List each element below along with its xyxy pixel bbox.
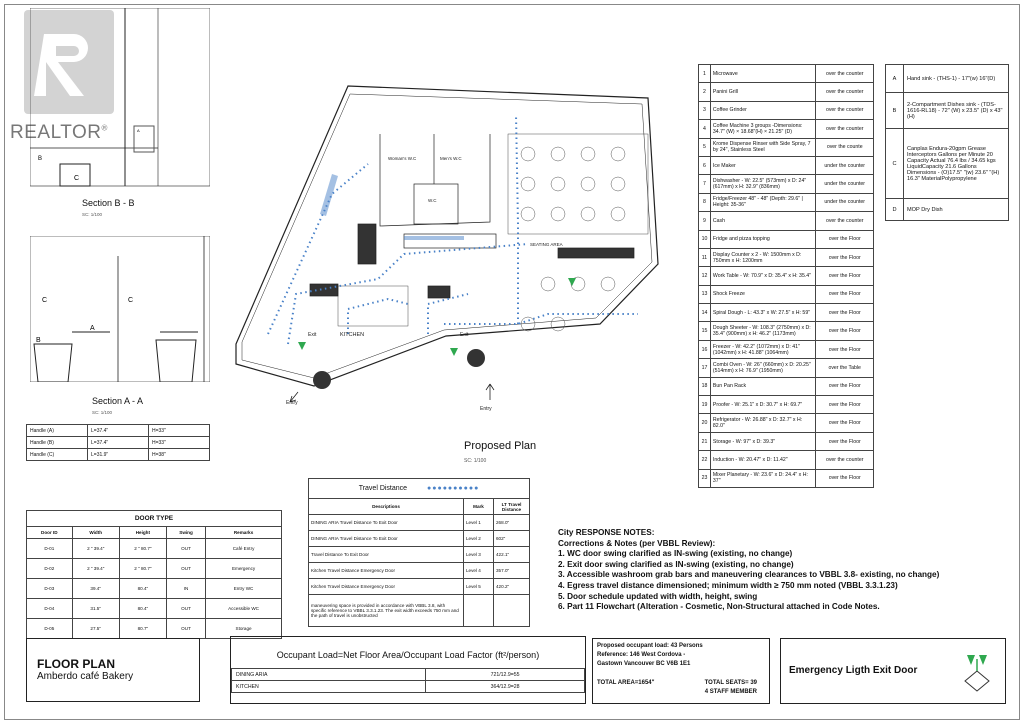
section-b-scale: SC: 1/100 — [82, 212, 103, 217]
travel-distance-header — [309, 479, 530, 499]
table-row: DINING ARIA 721/12.9=55 — [232, 669, 585, 681]
equipment-row: 16 Freezer - W: 42.2" (1072mm) x D: 41" (1042mm) x H: 41.88" (1064mm) over the Floor — [699, 340, 874, 358]
equipment-row: 4 Coffee Machine 3 groups -Dimensions: 34.7" (W) × 18.68"(H) × 21.25" (D) over the counter — [699, 120, 874, 138]
note-item: 3. Accessible washroom grab bars and maneuvering clearances to VBBL 3.8- existing, no change) — [558, 570, 940, 580]
proposed-occupant-block: Proposed occupant load: 43 Persons Reference: 146 West Cordova - Gastown Vancouver BC V6B 1E1 TOTAL AREA=1654" TOTAL SEATS= 39 4 STAFF MEMBER — [592, 638, 770, 704]
note-item: 6. Part 11 Flowchart (Alteration - Cosmetic, Non-Structural attached in Code Notes. — [558, 602, 880, 612]
equipment-row: 22 Induction - W: 20.47" x D: 11.42" over the counter — [699, 451, 874, 469]
occupant-load-table — [231, 668, 585, 693]
table-row: C Canplas Endura-20gpm Grease Interceptors Gallons per Minute 20 Capacity Actual 76.4 lbs / 34.65 kgs LiquidCapacity 21.6 Gallons Dimensions - (O)17.5" "(w) 23.6" "(H) 16.3" MaterialPolypropylene — [886, 129, 1009, 199]
total-area: TOTAL AREA=1654" — [597, 680, 655, 686]
plan-title: Proposed Plan — [464, 440, 537, 452]
plan-scale: SC: 1/100 — [464, 458, 487, 464]
table-row: Travel Distance To Exit Door Level 3 422.1" — [309, 547, 530, 563]
notes-title: City RESPONSE NOTES: — [558, 528, 655, 537]
section-a-label-a: A — [90, 325, 95, 332]
room-kitchen: KITCHEN — [340, 332, 365, 338]
table-row: DINING ARIA Travel Distance To Exit Door Level 2 602" — [309, 531, 530, 547]
room-seating-area: SEATING AREA — [530, 242, 563, 247]
equipment-row: 7 Dishwasher - W: 22.5" (573mm) x D: 24" (617mm) x H: 32.9" (836mm) under the counter — [699, 175, 874, 193]
fixtures-table — [885, 64, 1009, 221]
equipment-row: 2 Panini Grill over the counter — [699, 83, 874, 101]
travel-distance-table: Travel Distance ●●●●●●●●●● Descriptions Mark LT Travel Distance DINING ARIA Travel Distance To Exit Door Level 1 268.0" DINING ARIA Travel Distance To Exit Door Level 2 602" Travel Distance To Exit Door Level 3 422.1" Kitchen Travel Distance Emergency Door Level 4 357.0" Kitchen Travel Distance Emergency Door Level 5 420.2" maneuvering space is provided in accordance with VBBL 3.8, with specific reference to VBBL 3.3.1.23. The exit width exceeds 750 mm and the path of travel is unobstructed — [308, 478, 530, 627]
project-name: Amberdo café Bakery — [37, 671, 134, 682]
drawing-title: FLOOR PLAN — [37, 657, 115, 671]
table-row: D-01 2 " 39.4" 2 " 80.7" OUT Café Entry — [27, 538, 282, 558]
section-a-scale: SC: 1/100 — [92, 410, 113, 415]
equipment-row: 5 Krome Dispense Rinser with Side Spray, 7 by 24", Stainless Steel over the counte — [699, 138, 874, 156]
equipment-row: 1 Microwave over the counter — [699, 65, 874, 83]
emergency-exit-label: Emergency Ligth Exit Door — [789, 665, 918, 676]
room-womens-wc: Woman's W.C — [388, 156, 417, 161]
occupant-load-block — [230, 636, 586, 704]
table-row: A Hand sink - (THS-1) - 17"(w) 16"(D) — [886, 65, 1009, 93]
table-row: Handle (A) L=37.4" H=33" — [27, 425, 210, 437]
equipment-table — [698, 64, 874, 488]
equipment-row: 9 Cash over the counter — [699, 212, 874, 230]
equipment-row: 8 Fridge/Freezer 48" - 48" (Depth: 29.6" | Height: 35-36" under the counter — [699, 193, 874, 211]
table-row: D-02 2 " 39.4" 2 " 80.7" OUT Emergency — [27, 558, 282, 578]
equipment-row: 12 Work Table - W: 70.9" x D: 35.4" x H: 35.4" over the Floor — [699, 267, 874, 285]
note-item: 1. WC door swing clarified as IN-swing (existing, no change) — [558, 549, 793, 559]
equipment-row: 17 Combi Oven - W: 26" (660mm) x D: 20.25" (514mm) x H: 76.9" (1950mm) over the Table — [699, 359, 874, 377]
section-b-label-b: B — [38, 156, 43, 162]
note-item: 5. Door schedule updated with width, height, swing — [558, 591, 758, 601]
room-mens-wc: Men's W.C — [440, 156, 462, 161]
emergency-exit-icon — [961, 651, 993, 693]
door-type-header-row: Door ID Width Height Swing Remarks — [27, 527, 282, 539]
section-a-label-c1: C — [42, 297, 48, 304]
section-b-title: Section B - B — [82, 198, 135, 208]
equipment-row: 18 Bun Pan Rack over the Floor — [699, 377, 874, 395]
travel-distance-title: Travel Distance — [358, 485, 408, 492]
realtor-wordmark: REALTOR® — [10, 122, 108, 143]
table-row: Kitchen Travel Distance Emergency Door Level 5 420.2" — [309, 579, 530, 595]
entry-label-2: Entry — [480, 406, 492, 412]
door-type-title: DOOR TYPE — [27, 511, 282, 527]
entry-label-1: Entry — [286, 400, 298, 406]
emergency-exit-legend — [780, 638, 1006, 704]
table-row: Handle (B) L=37.4" H=33" — [27, 437, 210, 449]
equipment-row: 19 Proofer - W: 25.1" x D: 30.7" x H: 69.7" over the Floor — [699, 396, 874, 414]
section-a-drawing — [30, 236, 210, 382]
door-type-table — [26, 510, 282, 639]
floor-plan-drawing — [228, 74, 668, 414]
section-a-label-c2: C — [128, 297, 134, 304]
equipment-row: 13 Shock Freeze over the Floor — [699, 285, 874, 303]
city-response-notes — [558, 528, 1018, 613]
total-seats: TOTAL SEATS= 39 — [704, 680, 757, 686]
travel-legend-dots: ●●●●●●●●●● — [427, 485, 480, 492]
table-row: D-04 31.5" 80.4" OUT Accessible WC — [27, 598, 282, 618]
table-row: B 2-Compartment Dishes sink - (TDS-1616-RL18) - 72" (W) x 23.5" (D) x 43" (H) — [886, 93, 1009, 129]
section-b-drawing — [30, 8, 210, 188]
section-b-label-c: C — [74, 175, 80, 182]
equipment-row: 14 Spiral Dough - L: 43.3" x W: 27.5" x H: 59" over the Floor — [699, 304, 874, 322]
title-block — [26, 638, 200, 702]
handle-table — [26, 424, 210, 461]
staff-count: 4 STAFF MEMBER — [704, 689, 757, 695]
notes-subtitle: Corrections & Notes (per VBBL Review): — [558, 538, 716, 548]
note-item: 4. Egress travel distance dimensioned; minimum width ≥ 750 mm noted (VBBL 3.3.1.23) — [558, 580, 898, 590]
table-row: Handle (C) L=31.9" H=38" — [27, 449, 210, 461]
equipment-row: 3 Coffee Grinder over the counter — [699, 101, 874, 119]
note-item: 2. Exit door swing clarified as IN-swing (existing, no change) — [558, 559, 794, 569]
equipment-row: 6 Ice Maker under the counter — [699, 156, 874, 174]
occupant-load-title: Occupant Load=Net Floor Area/Occupant Load Factor (ft²/person) — [276, 650, 540, 660]
section-b-label-a: A — [137, 128, 140, 133]
exit-label-1: Exit — [308, 332, 317, 338]
section-a-label-b: B — [36, 337, 41, 344]
exit-label-2: Exit — [460, 332, 469, 338]
equipment-row: 20 Refrigerator - W: 26.88" x D: 32.7" x H: 82.0" over the Floor — [699, 414, 874, 432]
equipment-row: 23 Mixer Planetary - W: 23.6" x D: 24.4" x H: 37" over the Floor — [699, 469, 874, 487]
equipment-row: 11 Display Counter x 2 - W: 1500mm x D: 750mm x H: 1200mm over the Floor — [699, 248, 874, 266]
table-row: Kitchen Travel Distance Emergency Door Level 4 357.0" — [309, 563, 530, 579]
equipment-row: 21 Storage - W: 97" x D: 39.3" over the Floor — [699, 432, 874, 450]
table-row: D-03 39.4" 80.4" IN Entry WC — [27, 578, 282, 598]
table-row: KITCHEN 364/12.9=28 — [232, 681, 585, 693]
table-row: D-05 27.5" 80.7" OUT Storage — [27, 618, 282, 638]
travel-path — [268, 114, 638, 344]
table-row: DINING ARIA Travel Distance To Exit Door Level 1 268.0" — [309, 515, 530, 531]
section-a-title: Section A - A — [92, 396, 144, 406]
equipment-row: 15 Dough Sheeter - W: 108.3" (2750mm) x D: 35.4" (900mm) x H: 46.2" (1173mm) over the Floor — [699, 322, 874, 340]
travel-footnote: maneuvering space is provided in accordance with VBBL 3.8, with specific reference to VBBL 3.3.1.23. The exit width exceeds 750 mm and the path of travel is unobstructed — [309, 595, 464, 627]
equipment-row: 10 Fridge and pizza topping over the Floor — [699, 230, 874, 248]
room-wc: W.C — [428, 198, 437, 203]
table-row: D MOP Dry Dish — [886, 199, 1009, 221]
